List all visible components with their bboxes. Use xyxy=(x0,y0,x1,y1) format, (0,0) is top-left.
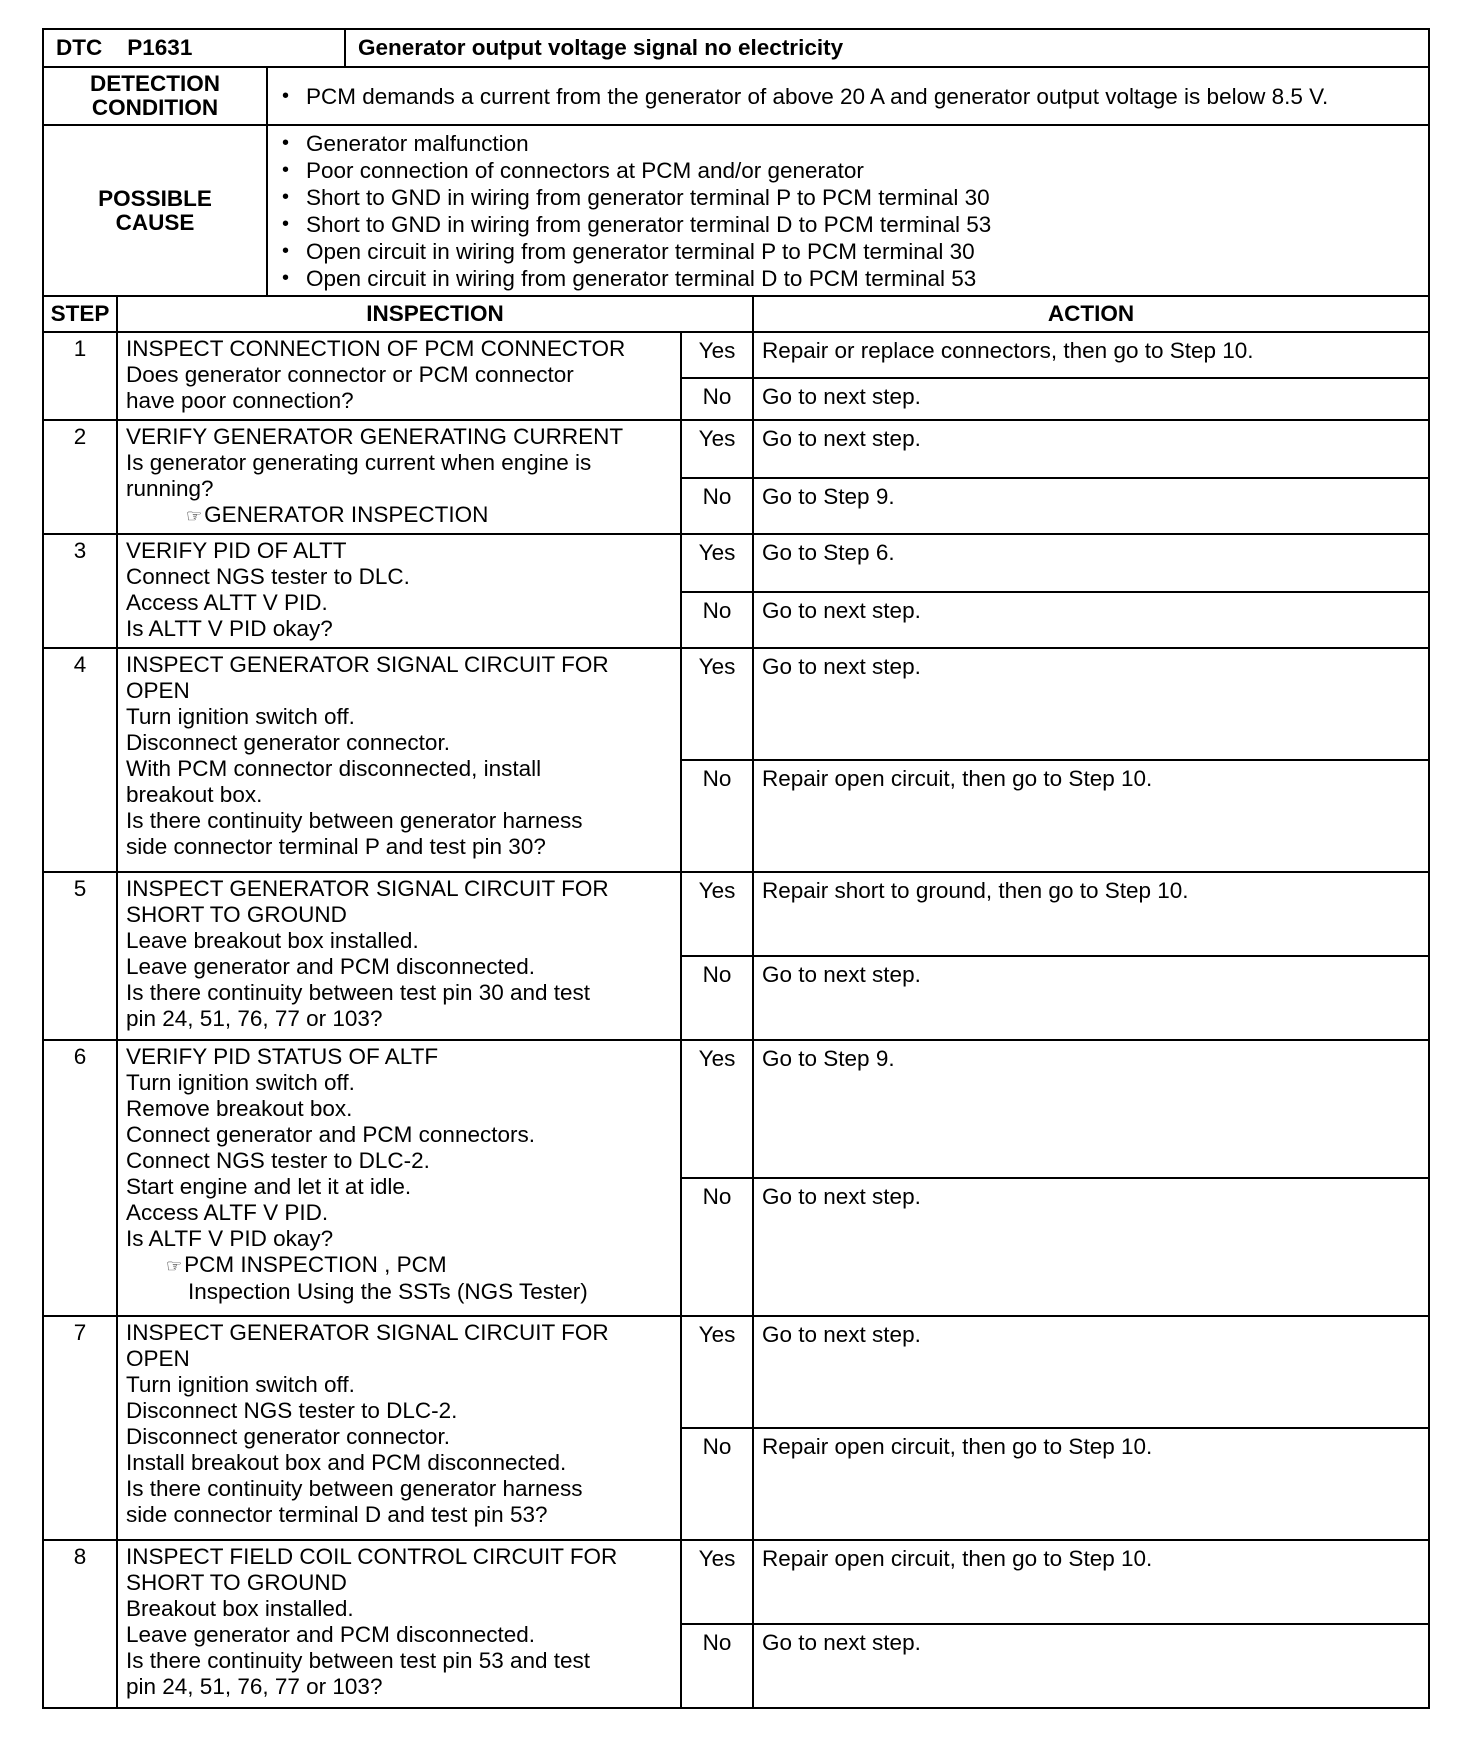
dtc-code-cell xyxy=(43,29,345,67)
no-action: Go to next step. xyxy=(753,592,1429,648)
step-row xyxy=(43,332,1429,378)
yes-action: Go to next step. xyxy=(753,648,1429,760)
step-instruction: Install breakout box and PCM disconnected. xyxy=(126,1450,567,1475)
column-header-action: ACTION xyxy=(753,296,1429,332)
step-instruction: pin 24, 51, 76, 77 or 103? xyxy=(126,1674,383,1699)
step-instruction: pin 24, 51, 76, 77 or 103? xyxy=(126,1006,383,1031)
step-title: INSPECT GENERATOR SIGNAL CIRCUIT FOR xyxy=(126,652,609,677)
possible-cause-item: • Open circuit in wiring from generator terminal D to PCM terminal 53 xyxy=(276,265,1420,292)
step-number: 7 xyxy=(43,1316,117,1540)
step-instruction: Connect NGS tester to DLC. xyxy=(126,564,410,589)
yes-label: Yes xyxy=(681,1040,753,1178)
step-instruction: Leave generator and PCM disconnected. xyxy=(126,954,536,979)
pointing-hand-icon: ☞ xyxy=(186,506,203,526)
detection-label-line1: DETECTION xyxy=(89,71,220,96)
step-reference-text: Inspection Using the SSTs (NGS Tester) xyxy=(188,1279,588,1304)
step-inspection xyxy=(117,332,681,420)
no-label: No xyxy=(681,378,753,420)
step-instruction: Disconnect NGS tester to DLC-2. xyxy=(126,1398,458,1423)
step-reference[interactable] xyxy=(126,1279,672,1305)
step-instruction: side connector terminal D and test pin 53? xyxy=(126,1502,548,1527)
step-inspection xyxy=(117,872,681,1040)
step-instruction: Remove breakout box. xyxy=(126,1096,353,1121)
possible-cause-list-cell xyxy=(267,125,1429,296)
step-title: INSPECT GENERATOR SIGNAL CIRCUIT FOR xyxy=(126,876,609,901)
step-instruction: Breakout box installed. xyxy=(126,1596,354,1621)
no-action: Go to Step 9. xyxy=(753,478,1429,534)
step-reference[interactable] xyxy=(126,1252,672,1279)
no-label: No xyxy=(681,1624,753,1708)
step-instruction: Disconnect generator connector. xyxy=(126,1424,450,1449)
step-title: INSPECT FIELD COIL CONTROL CIRCUIT FOR xyxy=(126,1544,618,1569)
pointing-hand-icon: ☞ xyxy=(166,1256,183,1276)
header-table xyxy=(42,28,1430,68)
yes-label: Yes xyxy=(681,872,753,956)
possible-cause-label xyxy=(43,125,267,296)
no-action: Go to next step. xyxy=(753,1178,1429,1316)
step-row xyxy=(43,420,1429,478)
step-instruction: Leave breakout box installed. xyxy=(126,928,419,953)
yes-action: Go to Step 6. xyxy=(753,534,1429,592)
dtc-document xyxy=(42,28,1430,1709)
step-title: VERIFY GENERATOR GENERATING CURRENT xyxy=(126,424,624,449)
yes-action: Go to Step 9. xyxy=(753,1040,1429,1178)
step-instruction: Turn ignition switch off. xyxy=(126,1372,355,1397)
step-inspection xyxy=(117,1540,681,1708)
detection-condition-label xyxy=(43,67,267,125)
cause-label-line2: CAUSE xyxy=(115,209,195,235)
condition-table xyxy=(42,66,1430,297)
yes-action: Repair short to ground, then go to Step 10. xyxy=(753,872,1429,956)
yes-label: Yes xyxy=(681,1316,753,1428)
step-instruction: Access ALTT V PID. xyxy=(126,590,328,615)
step-title: INSPECT GENERATOR SIGNAL CIRCUIT FOR xyxy=(126,1320,609,1345)
step-instruction: Access ALTF V PID. xyxy=(126,1200,329,1225)
yes-label: Yes xyxy=(681,534,753,592)
step-number: 8 xyxy=(43,1540,117,1708)
dtc-title: Generator output voltage signal no electricity xyxy=(345,29,1429,67)
possible-cause-list xyxy=(276,130,1420,292)
step-title: VERIFY PID STATUS OF ALTF xyxy=(126,1044,439,1069)
step-row xyxy=(43,648,1429,760)
step-instruction: Does generator connector or PCM connector xyxy=(126,362,574,387)
no-label: No xyxy=(681,1178,753,1316)
dtc-label: DTC xyxy=(56,35,103,60)
steps-body xyxy=(43,332,1429,1708)
step-title: VERIFY PID OF ALTT xyxy=(126,538,347,563)
step-number: 2 xyxy=(43,420,117,534)
no-action: Go to next step. xyxy=(753,956,1429,1040)
no-label: No xyxy=(681,760,753,872)
step-instruction: Is ALTF V PID okay? xyxy=(126,1226,334,1251)
step-instruction: OPEN xyxy=(126,1346,190,1371)
detection-condition-text xyxy=(267,67,1429,125)
detection-label-line2: CONDITION xyxy=(91,95,219,120)
step-number: 1 xyxy=(43,332,117,420)
column-header-step: STEP xyxy=(43,296,117,332)
step-title: INSPECT CONNECTION OF PCM CONNECTOR xyxy=(126,336,626,361)
step-instruction: Is ALTT V PID okay? xyxy=(126,616,333,641)
step-reference-text: PCM INSPECTION , PCM xyxy=(184,1252,447,1277)
dtc-code: P1631 xyxy=(127,35,193,60)
step-row xyxy=(43,1040,1429,1178)
step-instruction: Disconnect generator connector. xyxy=(126,730,450,755)
yes-label: Yes xyxy=(681,1540,753,1624)
step-instruction: SHORT TO GROUND xyxy=(126,1570,347,1595)
step-instruction: With PCM connector disconnected, install xyxy=(126,756,542,781)
step-instruction: Is there continuity between test pin 53 and test xyxy=(126,1648,591,1673)
step-instruction: OPEN xyxy=(126,678,190,703)
step-instruction: running? xyxy=(126,476,214,501)
detection-condition-item: • PCM demands a current from the generator of above 20 A and generator output voltage is below 8.5 V. xyxy=(276,83,1420,110)
step-number: 3 xyxy=(43,534,117,648)
no-label: No xyxy=(681,956,753,1040)
step-instruction: Leave generator and PCM disconnected. xyxy=(126,1622,536,1647)
yes-label: Yes xyxy=(681,420,753,478)
no-action: Go to next step. xyxy=(753,378,1429,420)
step-instruction: breakout box. xyxy=(126,782,263,807)
step-instruction: Is there continuity between generator harness xyxy=(126,1476,583,1501)
yes-action: Repair or replace connectors, then go to Step 10. xyxy=(753,332,1429,378)
no-action: Repair open circuit, then go to Step 10. xyxy=(753,1428,1429,1540)
step-instruction: have poor connection? xyxy=(126,388,354,413)
step-number: 5 xyxy=(43,872,117,1040)
inspection-table xyxy=(42,295,1430,1709)
step-instruction: side connector terminal P and test pin 30? xyxy=(126,834,546,859)
step-reference[interactable] xyxy=(126,502,672,529)
step-instruction: Is there continuity between test pin 30 and test xyxy=(126,980,591,1005)
possible-cause-item: • Short to GND in wiring from generator terminal D to PCM terminal 53 xyxy=(276,211,1420,238)
step-instruction: Is there continuity between generator harness xyxy=(126,808,583,833)
possible-cause-item: • Poor connection of connectors at PCM and/or generator xyxy=(276,157,1420,184)
possible-cause-item: • Generator malfunction xyxy=(276,130,1420,157)
step-inspection xyxy=(117,648,681,872)
step-row xyxy=(43,534,1429,592)
yes-label: Yes xyxy=(681,332,753,378)
step-row xyxy=(43,1540,1429,1624)
step-inspection xyxy=(117,420,681,534)
step-instruction: Is generator generating current when engine is xyxy=(126,450,592,475)
step-row xyxy=(43,1316,1429,1428)
possible-cause-item: • Short to GND in wiring from generator terminal P to PCM terminal 30 xyxy=(276,184,1420,211)
no-label: No xyxy=(681,1428,753,1540)
step-instruction: SHORT TO GROUND xyxy=(126,902,347,927)
yes-label: Yes xyxy=(681,648,753,760)
step-instruction: Turn ignition switch off. xyxy=(126,704,355,729)
no-action: Repair open circuit, then go to Step 10. xyxy=(753,760,1429,872)
no-action: Go to next step. xyxy=(753,1624,1429,1708)
step-instruction: Start engine and let it at idle. xyxy=(126,1174,412,1199)
yes-action: Go to next step. xyxy=(753,420,1429,478)
yes-action: Repair open circuit, then go to Step 10. xyxy=(753,1540,1429,1624)
step-instruction: Connect generator and PCM connectors. xyxy=(126,1122,535,1147)
step-inspection xyxy=(117,1040,681,1316)
step-row xyxy=(43,872,1429,956)
step-instruction: Connect NGS tester to DLC-2. xyxy=(126,1148,430,1173)
yes-action: Go to next step. xyxy=(753,1316,1429,1428)
no-label: No xyxy=(681,478,753,534)
step-number: 6 xyxy=(43,1040,117,1316)
step-inspection xyxy=(117,534,681,648)
step-number: 4 xyxy=(43,648,117,872)
column-header-inspection: INSPECTION xyxy=(117,296,753,332)
step-inspection xyxy=(117,1316,681,1540)
step-instruction: Turn ignition switch off. xyxy=(126,1070,355,1095)
possible-cause-item: • Open circuit in wiring from generator terminal P to PCM terminal 30 xyxy=(276,238,1420,265)
no-label: No xyxy=(681,592,753,648)
step-reference-text: GENERATOR INSPECTION xyxy=(204,502,489,527)
cause-label-line1: POSSIBLE xyxy=(98,185,212,211)
